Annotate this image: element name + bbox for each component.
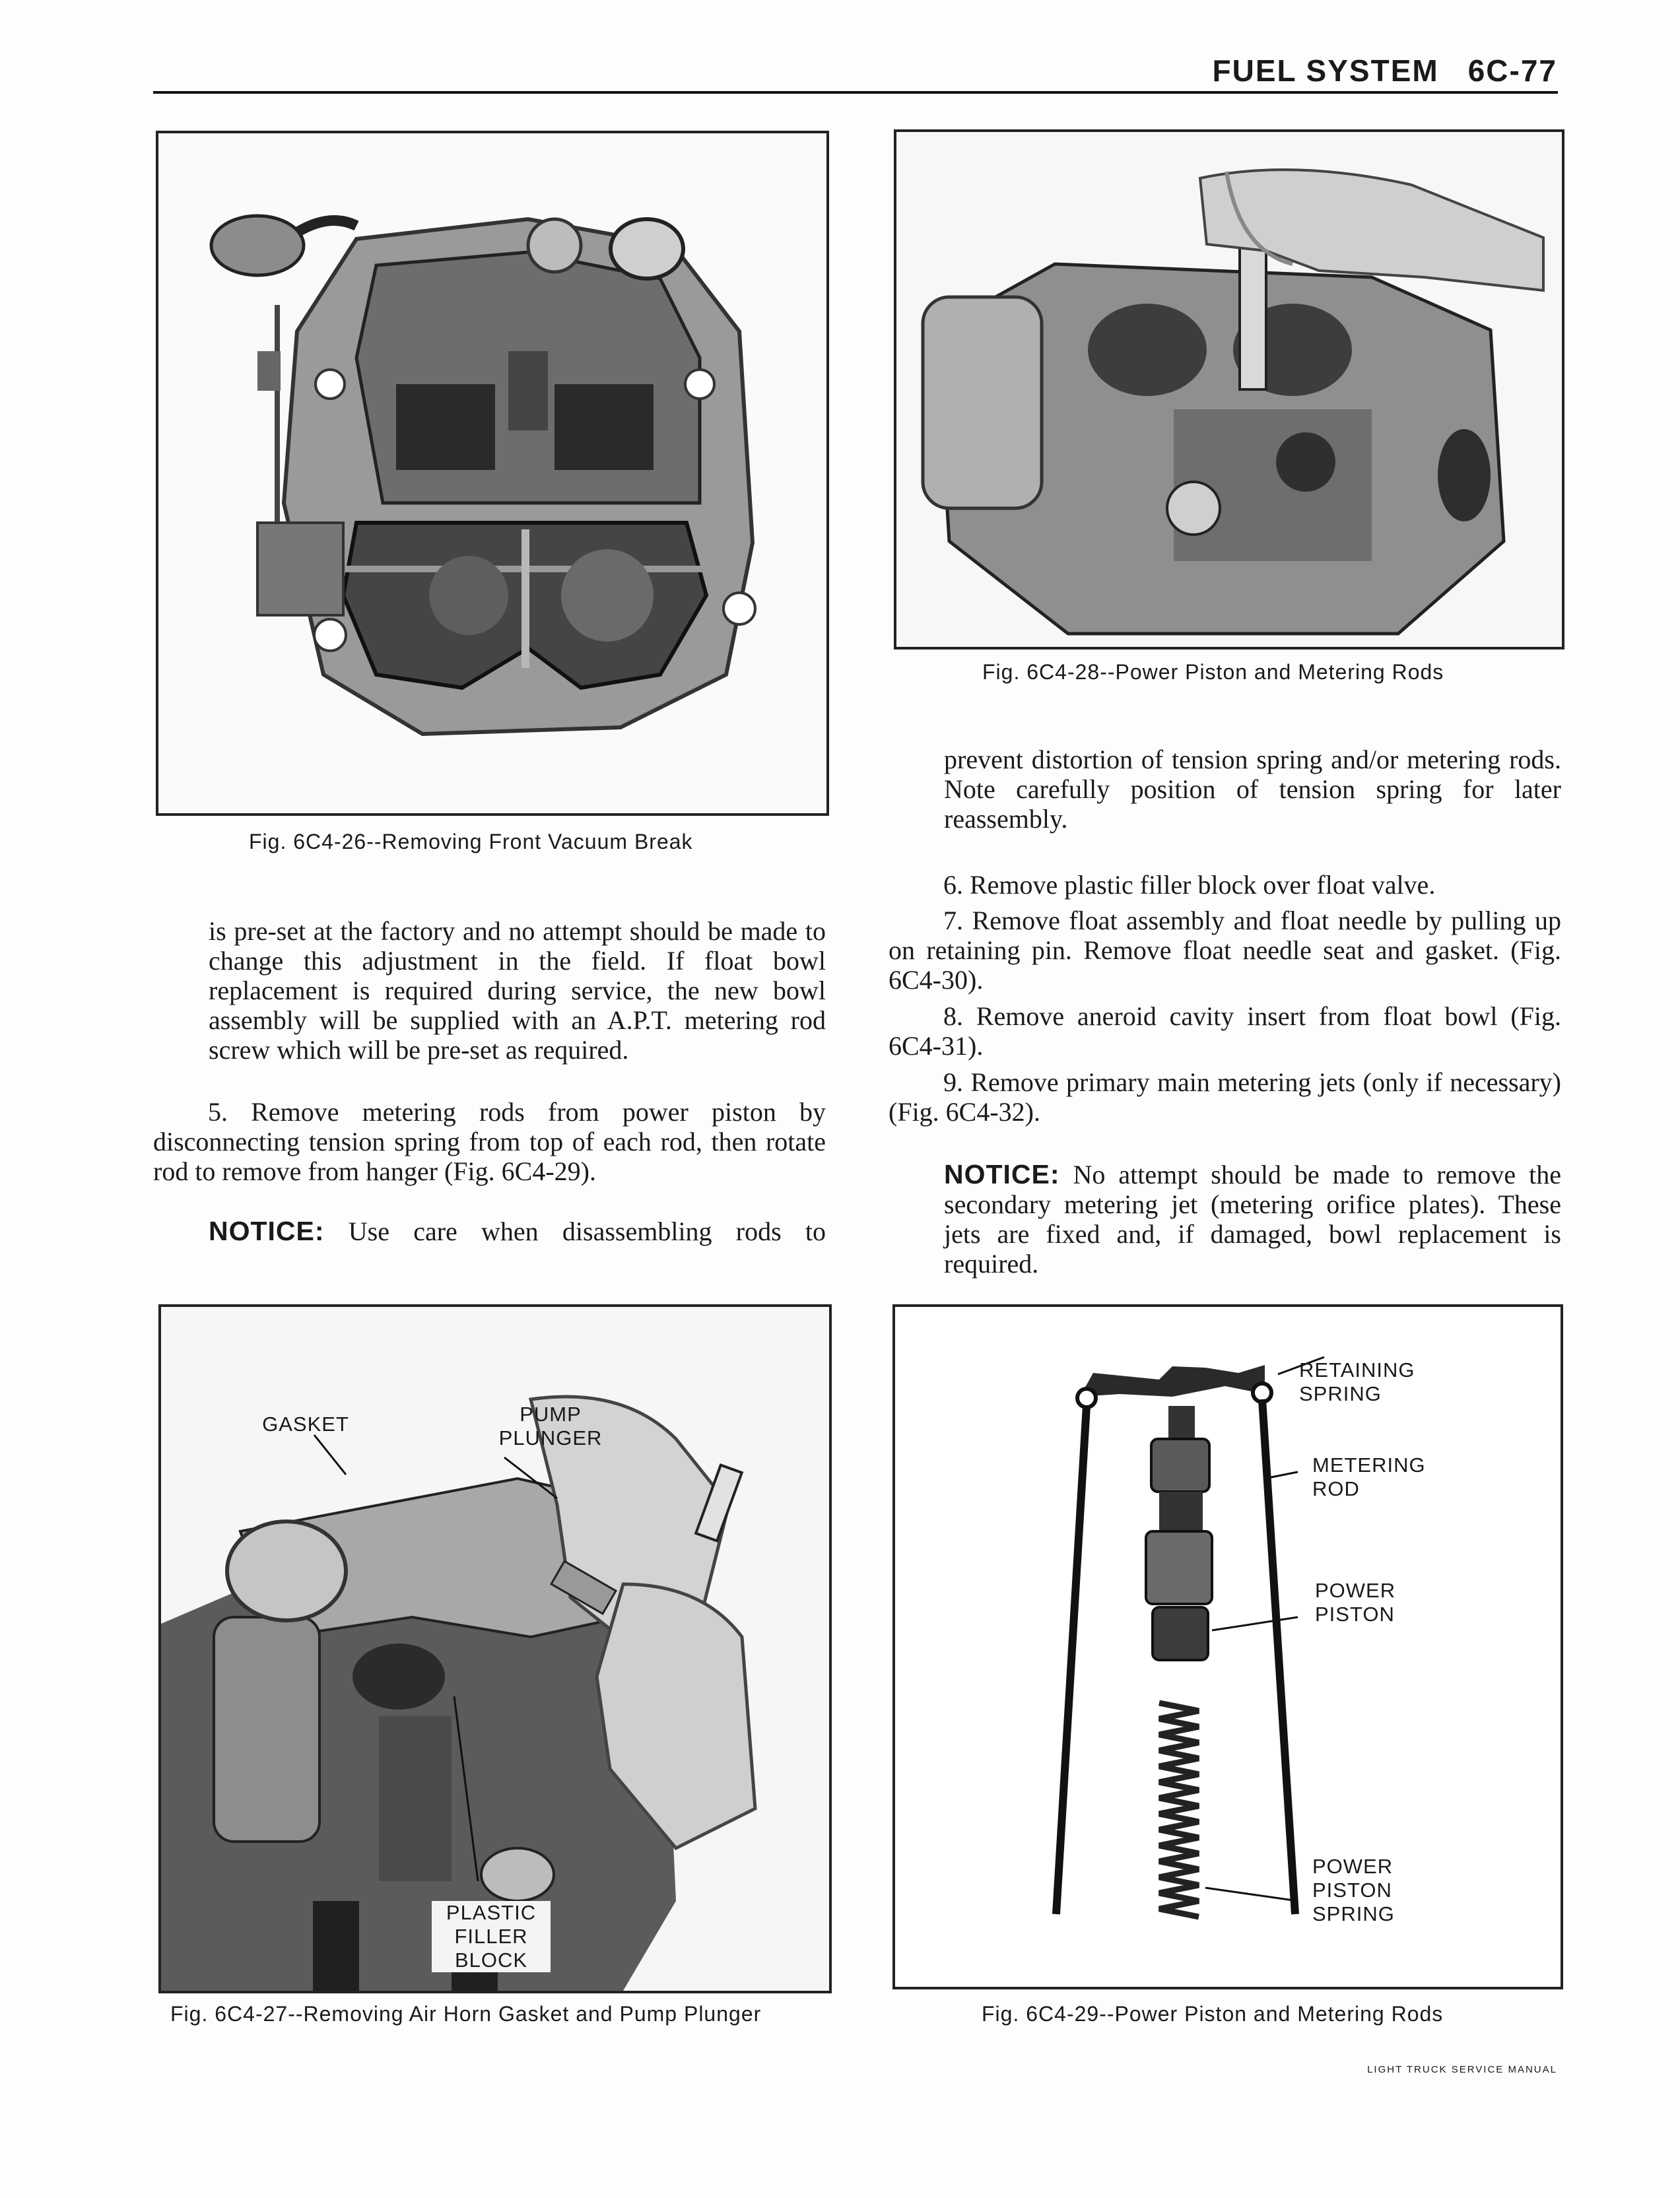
right-notice-label: NOTICE: (944, 1159, 1060, 1189)
right-step-6: 6. Remove plastic filler block over float valve. (943, 870, 1436, 900)
power-piston-diagram (895, 1307, 1561, 1987)
carburetor-top-photo (158, 133, 826, 813)
left-notice-label: NOTICE: (209, 1216, 325, 1246)
right-notice (944, 1160, 1561, 1279)
right-step-7: 7. Remove float assembly and float needle by pulling up on retaining pin. Remove float needle seat and gasket. (Fig. 6C4-30). (889, 906, 1561, 995)
figure-6c4-26 (156, 131, 829, 816)
header-rule (153, 91, 1558, 94)
retaining-spring-label: RETAINING SPRING (1299, 1358, 1415, 1405)
plastic-filler-block-label: PLASTIC FILLER BLOCK (432, 1901, 551, 1972)
page-header (1213, 53, 1558, 88)
section-title: FUEL SYSTEM (1212, 53, 1439, 88)
right-step-8: 8. Remove aneroid cavity insert from float bowl (Fig. 6C4-31). (889, 1001, 1561, 1061)
pump-plunger-label: PUMP PLUNGER (498, 1403, 603, 1449)
figure-6c4-27 (158, 1304, 832, 1993)
left-notice-text: Use care when disassembling rods to (348, 1216, 826, 1246)
figure-6c4-26-caption: Fig. 6C4-26--Removing Front Vacuum Break (249, 830, 693, 853)
metering-rod-label: METERING ROD (1312, 1453, 1426, 1500)
right-paragraph-1: prevent distortion of tension spring and/or metering rods. Note carefully position of tension spring for later reassembly. (944, 745, 1561, 834)
right-notice-text: No attempt should be made to remove the secondary metering jet (metering orifice plates). These jets are fixed and, if damaged, bowl replacement is required. (944, 1160, 1561, 1279)
gasket-label: GASKET (262, 1413, 349, 1436)
page-number: 6C-77 (1467, 53, 1557, 88)
power-piston-spring-label: POWER PISTON SPRING (1312, 1855, 1395, 1925)
figure-6c4-27-caption: Fig. 6C4-27--Removing Air Horn Gasket and Pump Plunger (170, 2002, 762, 2026)
left-paragraph-1: is pre-set at the factory and no attempt should be made to change this adjustment in the field. If float bowl replacement is required during service, the new bowl assembly will be supplied with an A.P.T. metering rod screw which will be pre-set as required. (209, 916, 826, 1065)
figure-6c4-28 (894, 129, 1564, 649)
right-step-9: 9. Remove primary main metering jets (only if necessary) (Fig. 6C4-32). (889, 1067, 1561, 1127)
figure-6c4-28-caption: Fig. 6C4-28--Power Piston and Metering Rods (982, 660, 1444, 684)
left-step-5: 5. Remove metering rods from power piston by disconnecting tension spring from top of each rod, then rotate rod to remove from hanger (Fig. 6C4-29). (153, 1097, 826, 1186)
figure-6c4-29 (892, 1304, 1563, 1989)
left-notice (209, 1216, 826, 1246)
footer-manual-title: LIGHT TRUCK SERVICE MANUAL (1367, 2064, 1557, 2075)
power-piston-label: POWER PISTON (1315, 1579, 1396, 1626)
figure-6c4-29-caption: Fig. 6C4-29--Power Piston and Metering Rods (982, 2002, 1444, 2026)
power-piston-photo (896, 132, 1562, 647)
